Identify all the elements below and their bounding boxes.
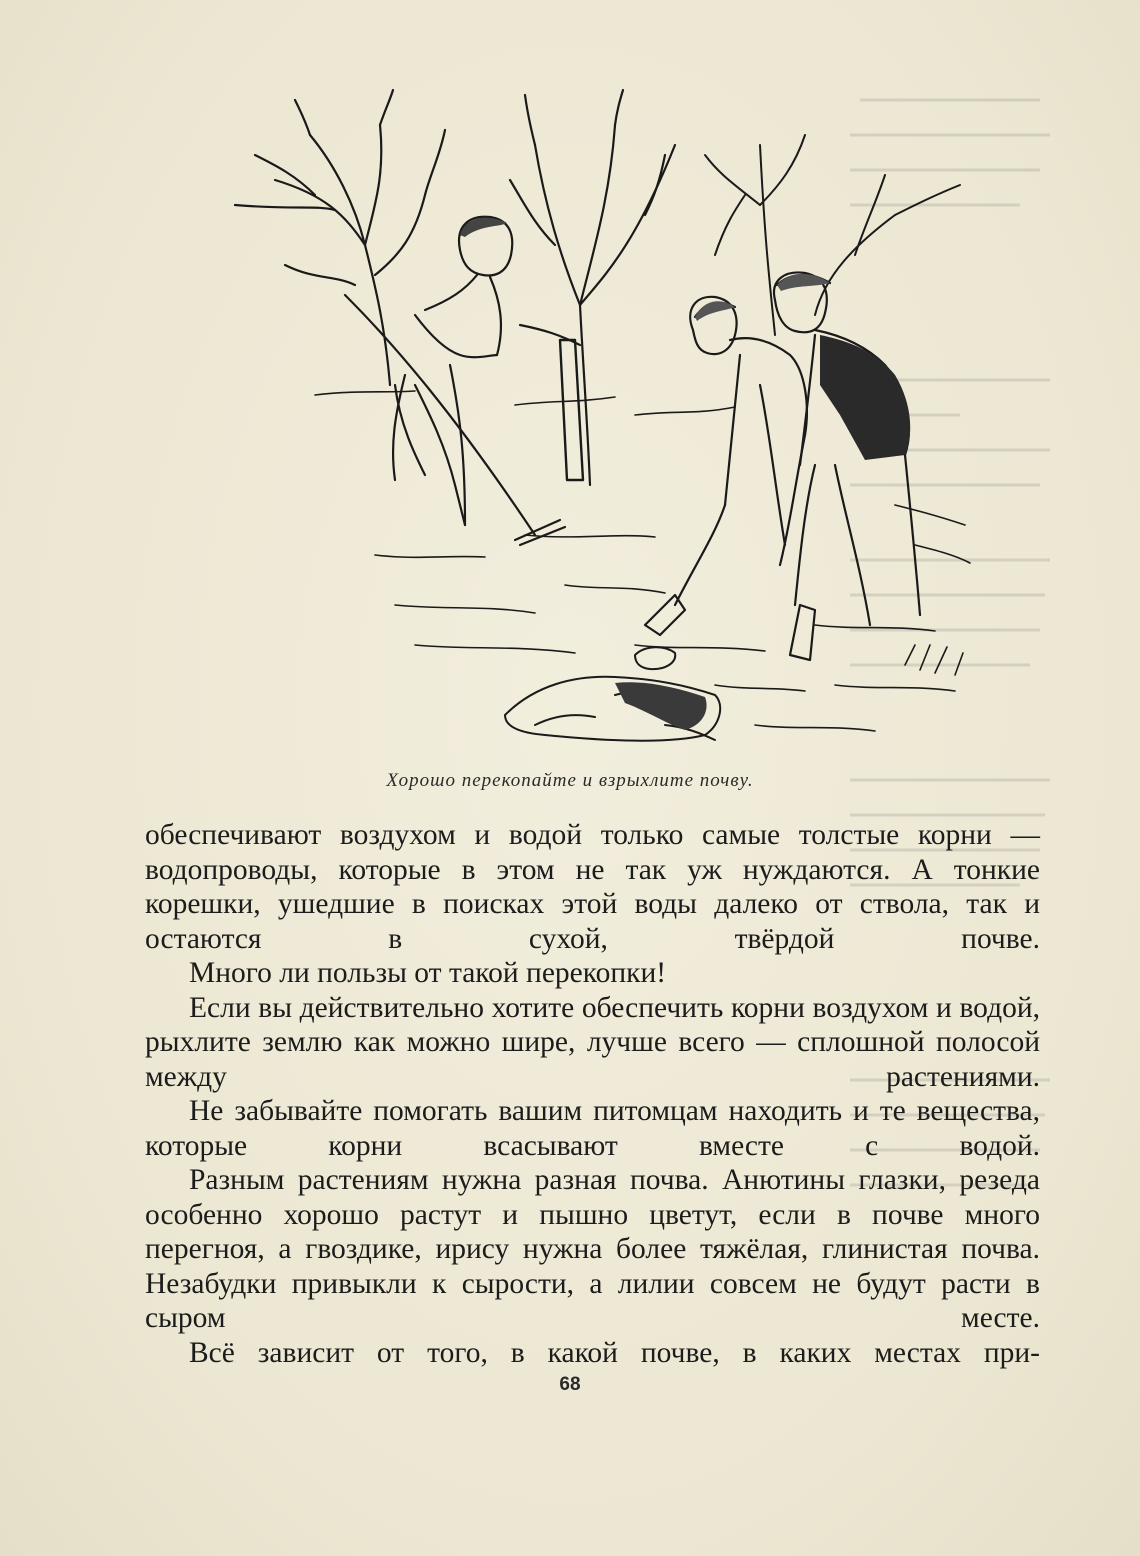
garden-stake (560, 340, 583, 480)
paragraph-1: обеспечивают воздухом и водой только самые толстые корни — водопроводы, которые в этом не так уж нуждаются. А тонкие корешки, ушедшие в поисках этой воды далеко от ствола, так и остаются в сухой, твёрдой почве. (145, 819, 1040, 955)
page-number: 68 (559, 1374, 581, 1395)
bare-tree-center (510, 90, 675, 485)
paragraph-4: Не забывайте помогать вашим питомцам находить и те вещества, которые корни всасывают вместе с водой. (145, 1095, 1040, 1162)
illustration-caption: Хорошо перекопайте и взрыхлите почву. (386, 770, 754, 791)
bare-tree-right (705, 135, 960, 335)
hair-middle-boy (695, 301, 735, 321)
boy-with-spade-middle (645, 297, 807, 635)
boy-with-spade-right (774, 272, 920, 660)
body-text (145, 818, 1040, 1370)
hair-left-boy (460, 218, 507, 237)
dark-shirt-shading (820, 335, 910, 460)
paragraph-2: Много ли пользы от такой перекопки! (189, 957, 667, 989)
paragraph-6: Всё зависит от того, в какой почве, в каких местах при- (189, 1336, 1040, 1369)
bare-tree-left (235, 90, 445, 385)
boy-with-rake (345, 217, 565, 545)
paragraph-3: Если вы действительно хотите обеспечить корни воздухом и водой, рыхлите землю как можно шире, лучше всего — сплошной полосой между растениями. (145, 991, 1040, 1093)
hair-right-boy (777, 274, 830, 291)
boys-digging-garden-illustration (215, 85, 975, 765)
paragraph-5: Разным растениям нужна разная почва. Анютины глазки, резеда особенно хорошо растут и пышно цветут, если в почве много перегноя, а гвоздике, ирису нужна более тяжёлая, глинистая почва. Незабудки привыкли к сырости, а лилии совсем не будут расти в сыром месте. (145, 1164, 1040, 1334)
